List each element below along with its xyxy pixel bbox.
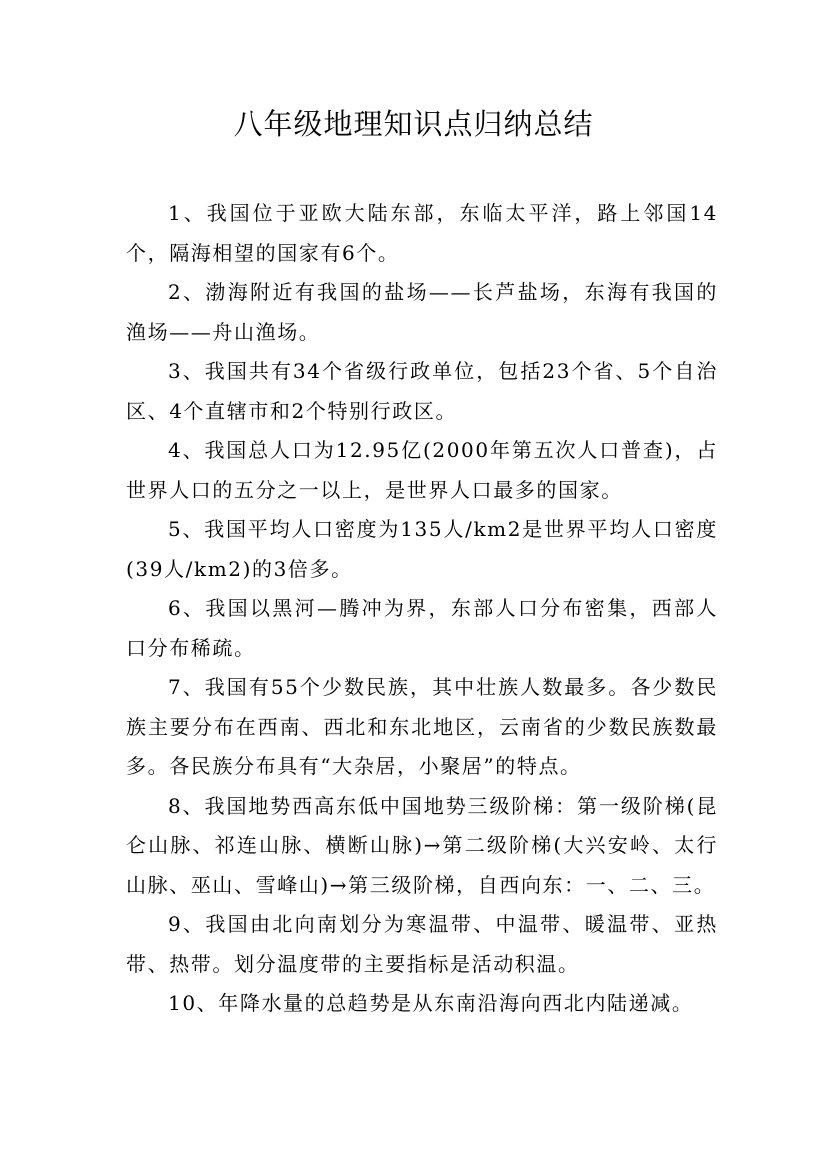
paragraph-6: 6、我国以黑河—腾冲为界，东部人口分布密集，西部人口分布稀疏。 [126, 596, 718, 660]
paragraph-4: 4、我国总人口为12.95亿(2000年第五次人口普查)，占世界人口的五分之一以上，是世界人口最多的国家。 [126, 438, 718, 502]
paragraph-8: 8、我国地势西高东低中国地势三级阶梯：第一级阶梯(昆仑山脉、祁连山脉、横断山脉)→第二级阶梯(大兴安岭、太行山脉、巫山、雪峰山)→第三级阶梯，自西向东：一、二、三。 [126, 793, 718, 897]
paragraph-9: 9、我国由北向南划分为寒温带、中温带、暖温带、亚热带、热带。划分温度带的主要指标是活动积温。 [126, 912, 718, 976]
document-title: 八年级地理知识点归纳总结 [233, 107, 594, 141]
paragraph-1: 1、我国位于亚欧大陆东部，东临太平洋，路上邻国14个，隔海相望的国家有6个。 [126, 201, 718, 265]
paragraph-2: 2、渤海附近有我国的盐场——长芦盐场，东海有我国的渔场——舟山渔场。 [126, 280, 718, 344]
paragraph-3: 3、我国共有34个省级行政单位，包括23个省、5个自治区、4个直辖市和2个特别行政区。 [126, 359, 718, 423]
paragraph-5: 5、我国平均人口密度为135人/km2是世界平均人口密度(39人/km2)的3倍多。 [126, 517, 718, 581]
paragraph-10: 10、年降水量的总趋势是从东南沿海向西北内陆递减。 [168, 991, 694, 1015]
document-body [126, 194, 718, 1024]
paragraph-7: 7、我国有55个少数民族，其中壮族人数最多。各少数民族主要分布在西南、西北和东北地区，云南省的少数民族数最多。各民族分布具有“大杂居，小聚居”的特点。 [126, 675, 718, 778]
